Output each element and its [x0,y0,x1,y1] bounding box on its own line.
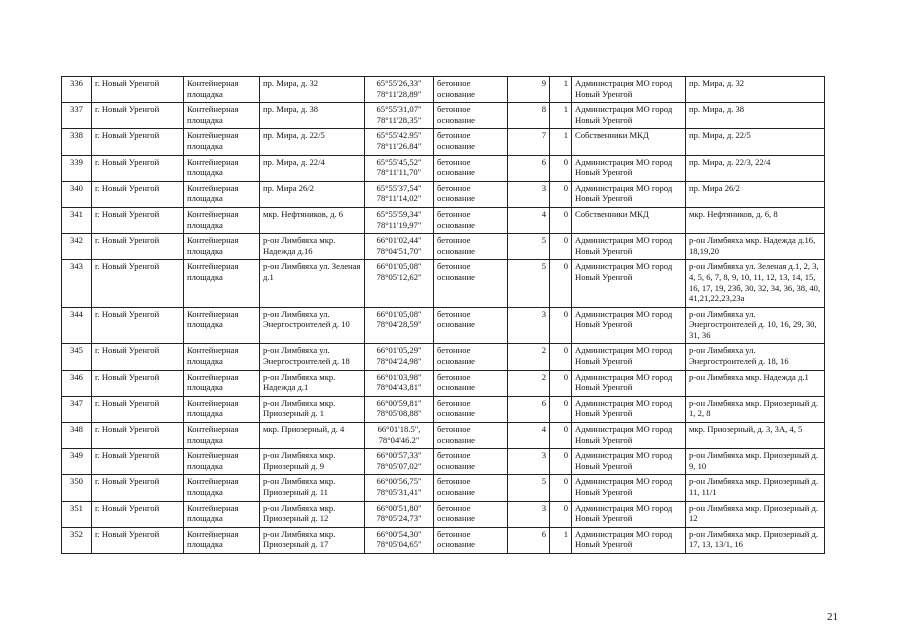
city-cell: г. Новый Уренгой [92,181,184,207]
address-cell: р-он Лимбяяха ул. Энергостроителей д. 18 [260,344,365,370]
bunker-count-cell: 0 [550,260,572,307]
site-type-cell: Контейнерная площадка [184,344,260,370]
site-type-cell: Контейнерная площадка [184,155,260,181]
city-cell: г. Новый Уренгой [92,396,184,422]
address-cell: мкр. Приозерный, д. 4 [260,423,365,449]
city-cell: г. Новый Уренгой [92,423,184,449]
city-cell: г. Новый Уренгой [92,129,184,155]
address-cell: р-он Лимбяяха мкр. Приозерный д. 12 [260,501,365,527]
surface-cell: бетонное основание [434,475,508,501]
city-cell: г. Новый Уренгой [92,307,184,344]
registry-table [61,76,825,554]
page-number: 21 [827,611,838,623]
container-count-cell: 4 [508,207,550,233]
site-type-cell: Контейнерная площадка [184,77,260,103]
owner-cell: Администрация МО город Новый Уренгой [572,527,686,553]
table-row [62,527,825,553]
row-number-cell: 339 [62,155,92,181]
surface-cell: бетонное основание [434,423,508,449]
bunker-count-cell: 1 [550,77,572,103]
waste-source-cell: р-он Лимбяяха ул. Зеленая д.1, 2, 3, 4, 5, 6, 7, 8, 9, 10, 11, 12, 13, 14, 15, 16, 17, 19, 23б, 30, 32, 34, 36, 38, 40, 41,21,22,23,23а [686,260,825,307]
site-type-cell: Контейнерная площадка [184,449,260,475]
owner-cell: Администрация МО город Новый Уренгой [572,155,686,181]
owner-cell: Собственники МКД [572,129,686,155]
coordinates-cell: 65°55'31,07" 78°11'28,35" [365,103,434,129]
owner-cell: Администрация МО город Новый Уренгой [572,234,686,260]
bunker-count-cell: 0 [550,475,572,501]
table-row [62,103,825,129]
surface-cell: бетонное основание [434,260,508,307]
surface-cell: бетонное основание [434,155,508,181]
address-cell: р-он Лимбяяха мкр. Приозерный д. 1 [260,396,365,422]
coordinates-cell: 65°55'45,52" 78°11'11,70" [365,155,434,181]
bunker-count-cell: 1 [550,103,572,129]
row-number-cell: 348 [62,423,92,449]
row-number-cell: 347 [62,396,92,422]
coordinates-cell: 66°00'51,80" 78°05'24,73" [365,501,434,527]
coordinates-cell: 65°55'42.95" 78°11'26.84" [365,129,434,155]
owner-cell: Администрация МО город Новый Уренгой [572,307,686,344]
bunker-count-cell: 0 [550,449,572,475]
owner-cell: Собственники МКД [572,207,686,233]
bunker-count-cell: 0 [550,181,572,207]
waste-source-cell: пр. Мира 26/2 [686,181,825,207]
owner-cell: Администрация МО город Новый Уренгой [572,103,686,129]
coordinates-cell: 65°55'37,54" 78°11'14,02" [365,181,434,207]
coordinates-cell: 66°00'59,81" 78°05'08,88" [365,396,434,422]
address-cell: р-он Лимбяяха мкр. Надежда д.16 [260,234,365,260]
address-cell: пр. Мира, д. 32 [260,77,365,103]
waste-source-cell: пр. Мира, д. 32 [686,77,825,103]
owner-cell: Администрация МО город Новый Уренгой [572,501,686,527]
row-number-cell: 343 [62,260,92,307]
row-number-cell: 345 [62,344,92,370]
container-count-cell: 2 [508,344,550,370]
city-cell: г. Новый Уренгой [92,449,184,475]
city-cell: г. Новый Уренгой [92,155,184,181]
coordinates-cell: 66°01'05,08" 78°05'12,62" [365,260,434,307]
container-count-cell: 6 [508,527,550,553]
coordinates-cell: 66°00'56,75" 78°05'31,41" [365,475,434,501]
surface-cell: бетонное основание [434,307,508,344]
bunker-count-cell: 0 [550,307,572,344]
row-number-cell: 340 [62,181,92,207]
table-row [62,234,825,260]
site-type-cell: Контейнерная площадка [184,129,260,155]
table-row [62,77,825,103]
waste-source-cell: пр. Мира, д. 22/3, 22/4 [686,155,825,181]
city-cell: г. Новый Уренгой [92,77,184,103]
row-number-cell: 337 [62,103,92,129]
site-type-cell: Контейнерная площадка [184,423,260,449]
bunker-count-cell: 0 [550,423,572,449]
coordinates-cell: 66°01'03,98" 78°04'43,81" [365,370,434,396]
site-type-cell: Контейнерная площадка [184,396,260,422]
address-cell: р-он Лимбяяха мкр. Приозерный д. 11 [260,475,365,501]
bunker-count-cell: 1 [550,527,572,553]
site-type-cell: Контейнерная площадка [184,260,260,307]
address-cell: р-он Лимбяяха мкр. Надежда д.1 [260,370,365,396]
row-number-cell: 349 [62,449,92,475]
city-cell: г. Новый Уренгой [92,207,184,233]
bunker-count-cell: 0 [550,344,572,370]
surface-cell: бетонное основание [434,449,508,475]
address-cell: р-он Лимбяяха ул. Зеленая д.1 [260,260,365,307]
address-cell: пр. Мира 26/2 [260,181,365,207]
row-number-cell: 351 [62,501,92,527]
waste-source-cell: р-он Лимбяяха мкр. Приозерный д. 11, 11/1 [686,475,825,501]
site-type-cell: Контейнерная площадка [184,207,260,233]
waste-source-cell: р-он Лимбяяха ул. Энергостроителей д. 10, 16, 29, 30, 31, 36 [686,307,825,344]
waste-source-cell: р-он Лимбяяха мкр. Надежда д.16, 18,19,20 [686,234,825,260]
container-count-cell: 8 [508,103,550,129]
owner-cell: Администрация МО город Новый Уренгой [572,396,686,422]
coordinates-cell: 66°01'05,08" 78°04'28,59" [365,307,434,344]
container-count-cell: 5 [508,260,550,307]
table-row [62,260,825,307]
address-cell: мкр. Нефтяников, д. 6 [260,207,365,233]
container-count-cell: 4 [508,423,550,449]
surface-cell: бетонное основание [434,129,508,155]
owner-cell: Администрация МО город Новый Уренгой [572,344,686,370]
city-cell: г. Новый Уренгой [92,527,184,553]
container-count-cell: 3 [508,449,550,475]
bunker-count-cell: 0 [550,207,572,233]
coordinates-cell: 66°01'18.5", 78°04'46.2" [365,423,434,449]
row-number-cell: 344 [62,307,92,344]
row-number-cell: 350 [62,475,92,501]
table-row [62,449,825,475]
surface-cell: бетонное основание [434,396,508,422]
owner-cell: Администрация МО город Новый Уренгой [572,77,686,103]
container-count-cell: 6 [508,396,550,422]
table-row [62,423,825,449]
site-type-cell: Контейнерная площадка [184,307,260,344]
table-row [62,344,825,370]
owner-cell: Администрация МО город Новый Уренгой [572,181,686,207]
city-cell: г. Новый Уренгой [92,260,184,307]
container-count-cell: 9 [508,77,550,103]
city-cell: г. Новый Уренгой [92,344,184,370]
address-cell: р-он Лимбяяха мкр. Приозерный д. 9 [260,449,365,475]
table-row [62,207,825,233]
surface-cell: бетонное основание [434,77,508,103]
address-cell: р-он Лимбяяха ул. Энергостроителей д. 10 [260,307,365,344]
table-row [62,396,825,422]
waste-source-cell: р-он Лимбяяха мкр. Приозерный д. 1, 2, 8 [686,396,825,422]
surface-cell: бетонное основание [434,207,508,233]
waste-source-cell: мкр. Приозерный, д. 3, 3А, 4, 5 [686,423,825,449]
bunker-count-cell: 0 [550,396,572,422]
coordinates-cell: 66°00'54,30" 78°05'04,65" [365,527,434,553]
waste-source-cell: р-он Лимбяяха ул. Энергостроителей д. 18, 16 [686,344,825,370]
site-type-cell: Контейнерная площадка [184,501,260,527]
coordinates-cell: 66°00'57,33" 78°05'07,02" [365,449,434,475]
surface-cell: бетонное основание [434,501,508,527]
address-cell: пр. Мира, д. 38 [260,103,365,129]
city-cell: г. Новый Уренгой [92,234,184,260]
table-row [62,475,825,501]
row-number-cell: 336 [62,77,92,103]
container-count-cell: 3 [508,501,550,527]
site-type-cell: Контейнерная площадка [184,103,260,129]
container-count-cell: 2 [508,370,550,396]
row-number-cell: 338 [62,129,92,155]
site-type-cell: Контейнерная площадка [184,475,260,501]
row-number-cell: 341 [62,207,92,233]
owner-cell: Администрация МО город Новый Уренгой [572,475,686,501]
container-count-cell: 3 [508,307,550,344]
row-number-cell: 342 [62,234,92,260]
table-row [62,501,825,527]
table-row [62,129,825,155]
site-type-cell: Контейнерная площадка [184,181,260,207]
table-row [62,307,825,344]
table-row [62,181,825,207]
waste-source-cell: мкр. Нефтяников, д. 6, 8 [686,207,825,233]
waste-source-cell: р-он Лимбяяха мкр. Приозерный д. 17, 13, 13/1, 16 [686,527,825,553]
bunker-count-cell: 0 [550,501,572,527]
bunker-count-cell: 0 [550,370,572,396]
waste-source-cell: пр. Мира, д. 38 [686,103,825,129]
container-count-cell: 5 [508,234,550,260]
bunker-count-cell: 1 [550,129,572,155]
coordinates-cell: 66°01'02,44" 78°04'51,70" [365,234,434,260]
table-row [62,155,825,181]
address-cell: пр. Мира, д. 22/4 [260,155,365,181]
address-cell: р-он Лимбяяха мкр. Приозерный д. 17 [260,527,365,553]
owner-cell: Администрация МО город Новый Уренгой [572,423,686,449]
surface-cell: бетонное основание [434,527,508,553]
city-cell: г. Новый Уренгой [92,475,184,501]
table-body [62,77,825,554]
table-row [62,370,825,396]
bunker-count-cell: 0 [550,234,572,260]
site-type-cell: Контейнерная площадка [184,370,260,396]
container-count-cell: 7 [508,129,550,155]
surface-cell: бетонное основание [434,344,508,370]
container-count-cell: 5 [508,475,550,501]
waste-source-cell: р-он Лимбяяха мкр. Приозерный д. 12 [686,501,825,527]
address-cell: пр. Мира, д. 22/5 [260,129,365,155]
coordinates-cell: 65°55'26,33" 78°11'28,89" [365,77,434,103]
bunker-count-cell: 0 [550,155,572,181]
waste-source-cell: р-он Лимбяяха мкр. Приозерный д. 9, 10 [686,449,825,475]
container-count-cell: 6 [508,155,550,181]
waste-source-cell: р-он Лимбяяха мкр. Надежда д.1 [686,370,825,396]
coordinates-cell: 66°01'05,29" 78°04'24,98" [365,344,434,370]
owner-cell: Администрация МО город Новый Уренгой [572,449,686,475]
waste-source-cell: пр. Мира, д. 22/5 [686,129,825,155]
site-type-cell: Контейнерная площадка [184,527,260,553]
city-cell: г. Новый Уренгой [92,103,184,129]
row-number-cell: 346 [62,370,92,396]
city-cell: г. Новый Уренгой [92,501,184,527]
city-cell: г. Новый Уренгой [92,370,184,396]
surface-cell: бетонное основание [434,181,508,207]
coordinates-cell: 65°55'59,34" 78°11'19,97" [365,207,434,233]
site-type-cell: Контейнерная площадка [184,234,260,260]
surface-cell: бетонное основание [434,370,508,396]
row-number-cell: 352 [62,527,92,553]
surface-cell: бетонное основание [434,234,508,260]
container-count-cell: 3 [508,181,550,207]
surface-cell: бетонное основание [434,103,508,129]
owner-cell: Администрация МО город Новый Уренгой [572,260,686,307]
owner-cell: Администрация МО город Новый Уренгой [572,370,686,396]
